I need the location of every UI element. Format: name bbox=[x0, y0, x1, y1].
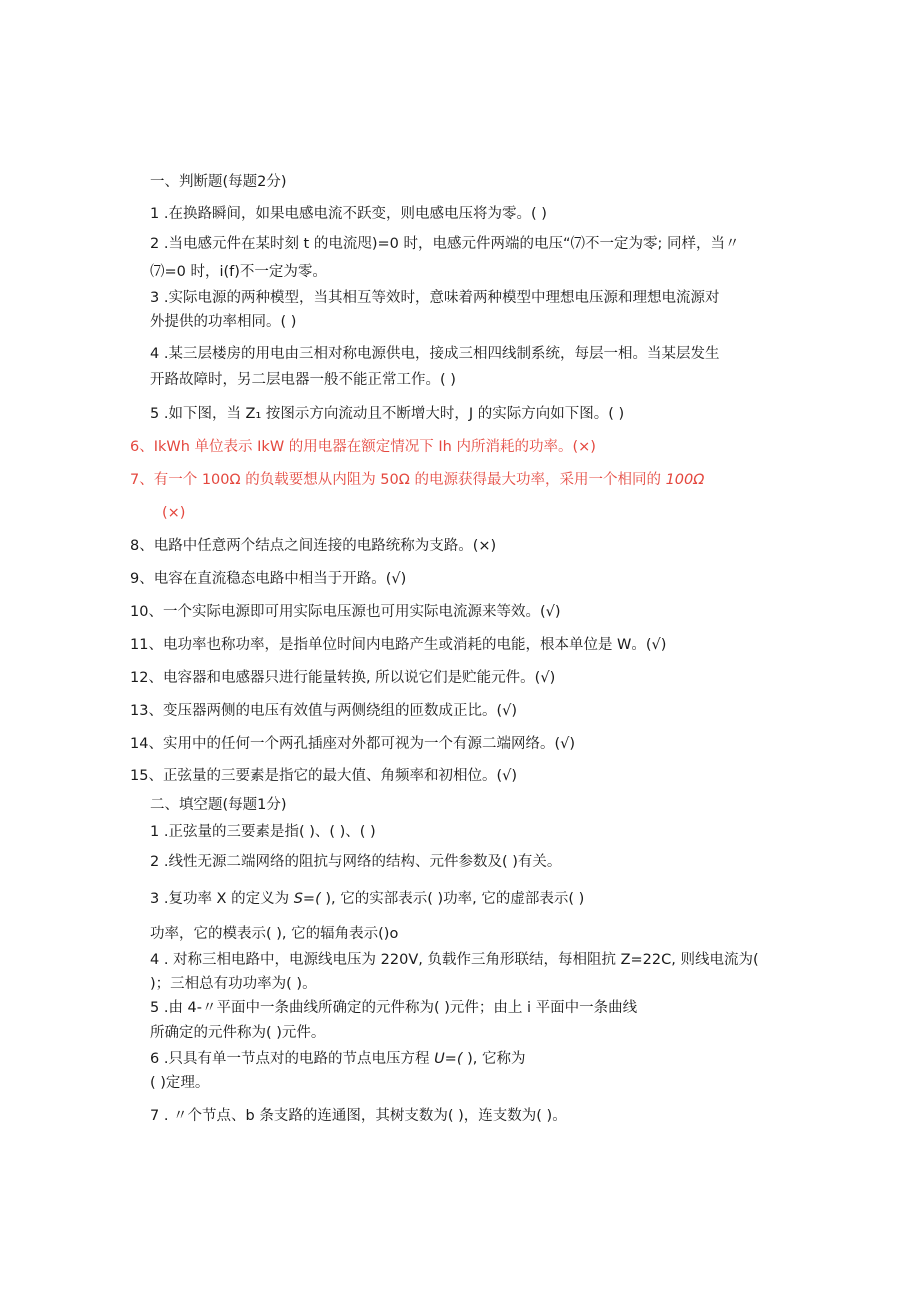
question-10: 10、一个实际电源即可用实际电压源也可用实际电流源来等效。(√) bbox=[130, 604, 561, 620]
question-11: 11、电功率也称功率，是指单位时间内电路产生或消耗的电能，根本单位是 W。(√) bbox=[130, 637, 667, 653]
question-2-line1b: 2 .当电感元件在某时刻 t 的电流咫)=0 时，电感元件两端的电压“⑺不一定为零; 同样，当〃 bbox=[150, 236, 740, 252]
fill-1: 1 .正弦量的三要素是指( )、( )、( ) bbox=[150, 824, 376, 840]
question-7-text: 7、有一个 100Ω 的负载要想从内阻为 50Ω 的电源获得最大功率，采用一个相同的 bbox=[130, 472, 661, 488]
fill-3-line2: 功率，它的模表示( ), 它的辐角表示()o bbox=[150, 926, 399, 942]
question-12: 12、电容器和电感器只进行能量转换, 所以说它们是贮能元件。(√) bbox=[130, 670, 556, 686]
fill-6-suffix: ), 它称为 bbox=[462, 1051, 526, 1067]
question-4-line1: 4 .某三层楼房的用电由三相对称电源供电，接成三相四线制系统，每层一相。当某层发生 bbox=[150, 346, 720, 362]
question-9: 9、电容在直流稳态电路中相当于开路。(√) bbox=[130, 571, 407, 587]
fill-7: 7 . 〃个节点、b 条支路的连通图，其树支数为( )，连支数为( )。 bbox=[150, 1108, 567, 1124]
fill-2: 2 .线性无源二端网络的阻抗与网络的结构、元件参数及( )有关。 bbox=[150, 854, 562, 870]
fill-6-line2: ( )定理。 bbox=[150, 1075, 210, 1091]
fill-5-line2: 所确定的元件称为( )元件。 bbox=[150, 1025, 326, 1041]
fill-5-line1: 5 .由 4-〃平面中一条曲线所确定的元件称为( )元件；由上 i 平面中一条曲线 bbox=[150, 1000, 638, 1016]
fill-3-prefix: 3 .复功率 X 的定义为 bbox=[150, 891, 290, 907]
question-3-line1: 3 .实际电源的两种模型，当其相互等效时，意味着两种模型中理想电压源和理想电流源对 bbox=[150, 290, 720, 306]
question-13: 13、变压器两侧的电压有效值与两侧绕组的匝数成正比。(√) bbox=[130, 703, 518, 719]
question-7-value: 100Ω bbox=[665, 472, 705, 488]
question-1: 1 .在换路瞬间，如果电感电流不跃变，则电感电压将为零。( ) bbox=[150, 206, 547, 222]
fill-4-line1: 4 . 对称三相电路中，电源线电压为 220V, 负载作三角形联结，每相阻抗 Z=22C, 则线电流为( bbox=[150, 952, 759, 968]
question-4-line2: 开路故障时，另二层电器一般不能正常工作。( ) bbox=[150, 372, 456, 388]
fill-3-line1 bbox=[150, 889, 584, 909]
question-7-line2: (×) bbox=[162, 505, 186, 521]
fill-6-prefix: 6 .只具有单一节点对的电路的节点电压方程 bbox=[150, 1051, 430, 1067]
fill-3-formula: S=( bbox=[293, 891, 321, 907]
question-3-line2: 外提供的功率相同。( ) bbox=[150, 314, 297, 330]
question-5: 5 .如下图，当 Z₁ 按图示方向流动且不断增大时，J 的实际方向如下图。( ) bbox=[150, 406, 625, 422]
fill-3-suffix: ), 它的实部表示( )功率, 它的虚部表示( ) bbox=[320, 891, 585, 907]
question-2-line2: ⑺=0 时，i(f)不一定为零。 bbox=[150, 264, 327, 280]
section1-heading: 一、判断题(每题2分) bbox=[150, 174, 287, 190]
question-14: 14、实用中的任何一个两孔插座对外都可视为一个有源二端网络。(√) bbox=[130, 736, 576, 752]
fill-6-formula: U=( bbox=[434, 1051, 463, 1067]
question-7-line1 bbox=[130, 470, 704, 490]
question-6: 6、IkWh 单位表示 IkW 的用电器在额定情况下 Ih 内所消耗的功率。(×) bbox=[130, 439, 596, 455]
question-15: 15、正弦量的三要素是指它的最大值、角频率和初相位。(√) bbox=[130, 768, 518, 784]
question-8: 8、电路中任意两个结点之间连接的电路统称为支路。(×) bbox=[130, 538, 497, 554]
fill-6-line1 bbox=[150, 1049, 525, 1069]
fill-4-line2: )；三相总有功功率为( )。 bbox=[150, 976, 317, 992]
section2-heading: 二、填空题(每题1分) bbox=[150, 797, 287, 813]
